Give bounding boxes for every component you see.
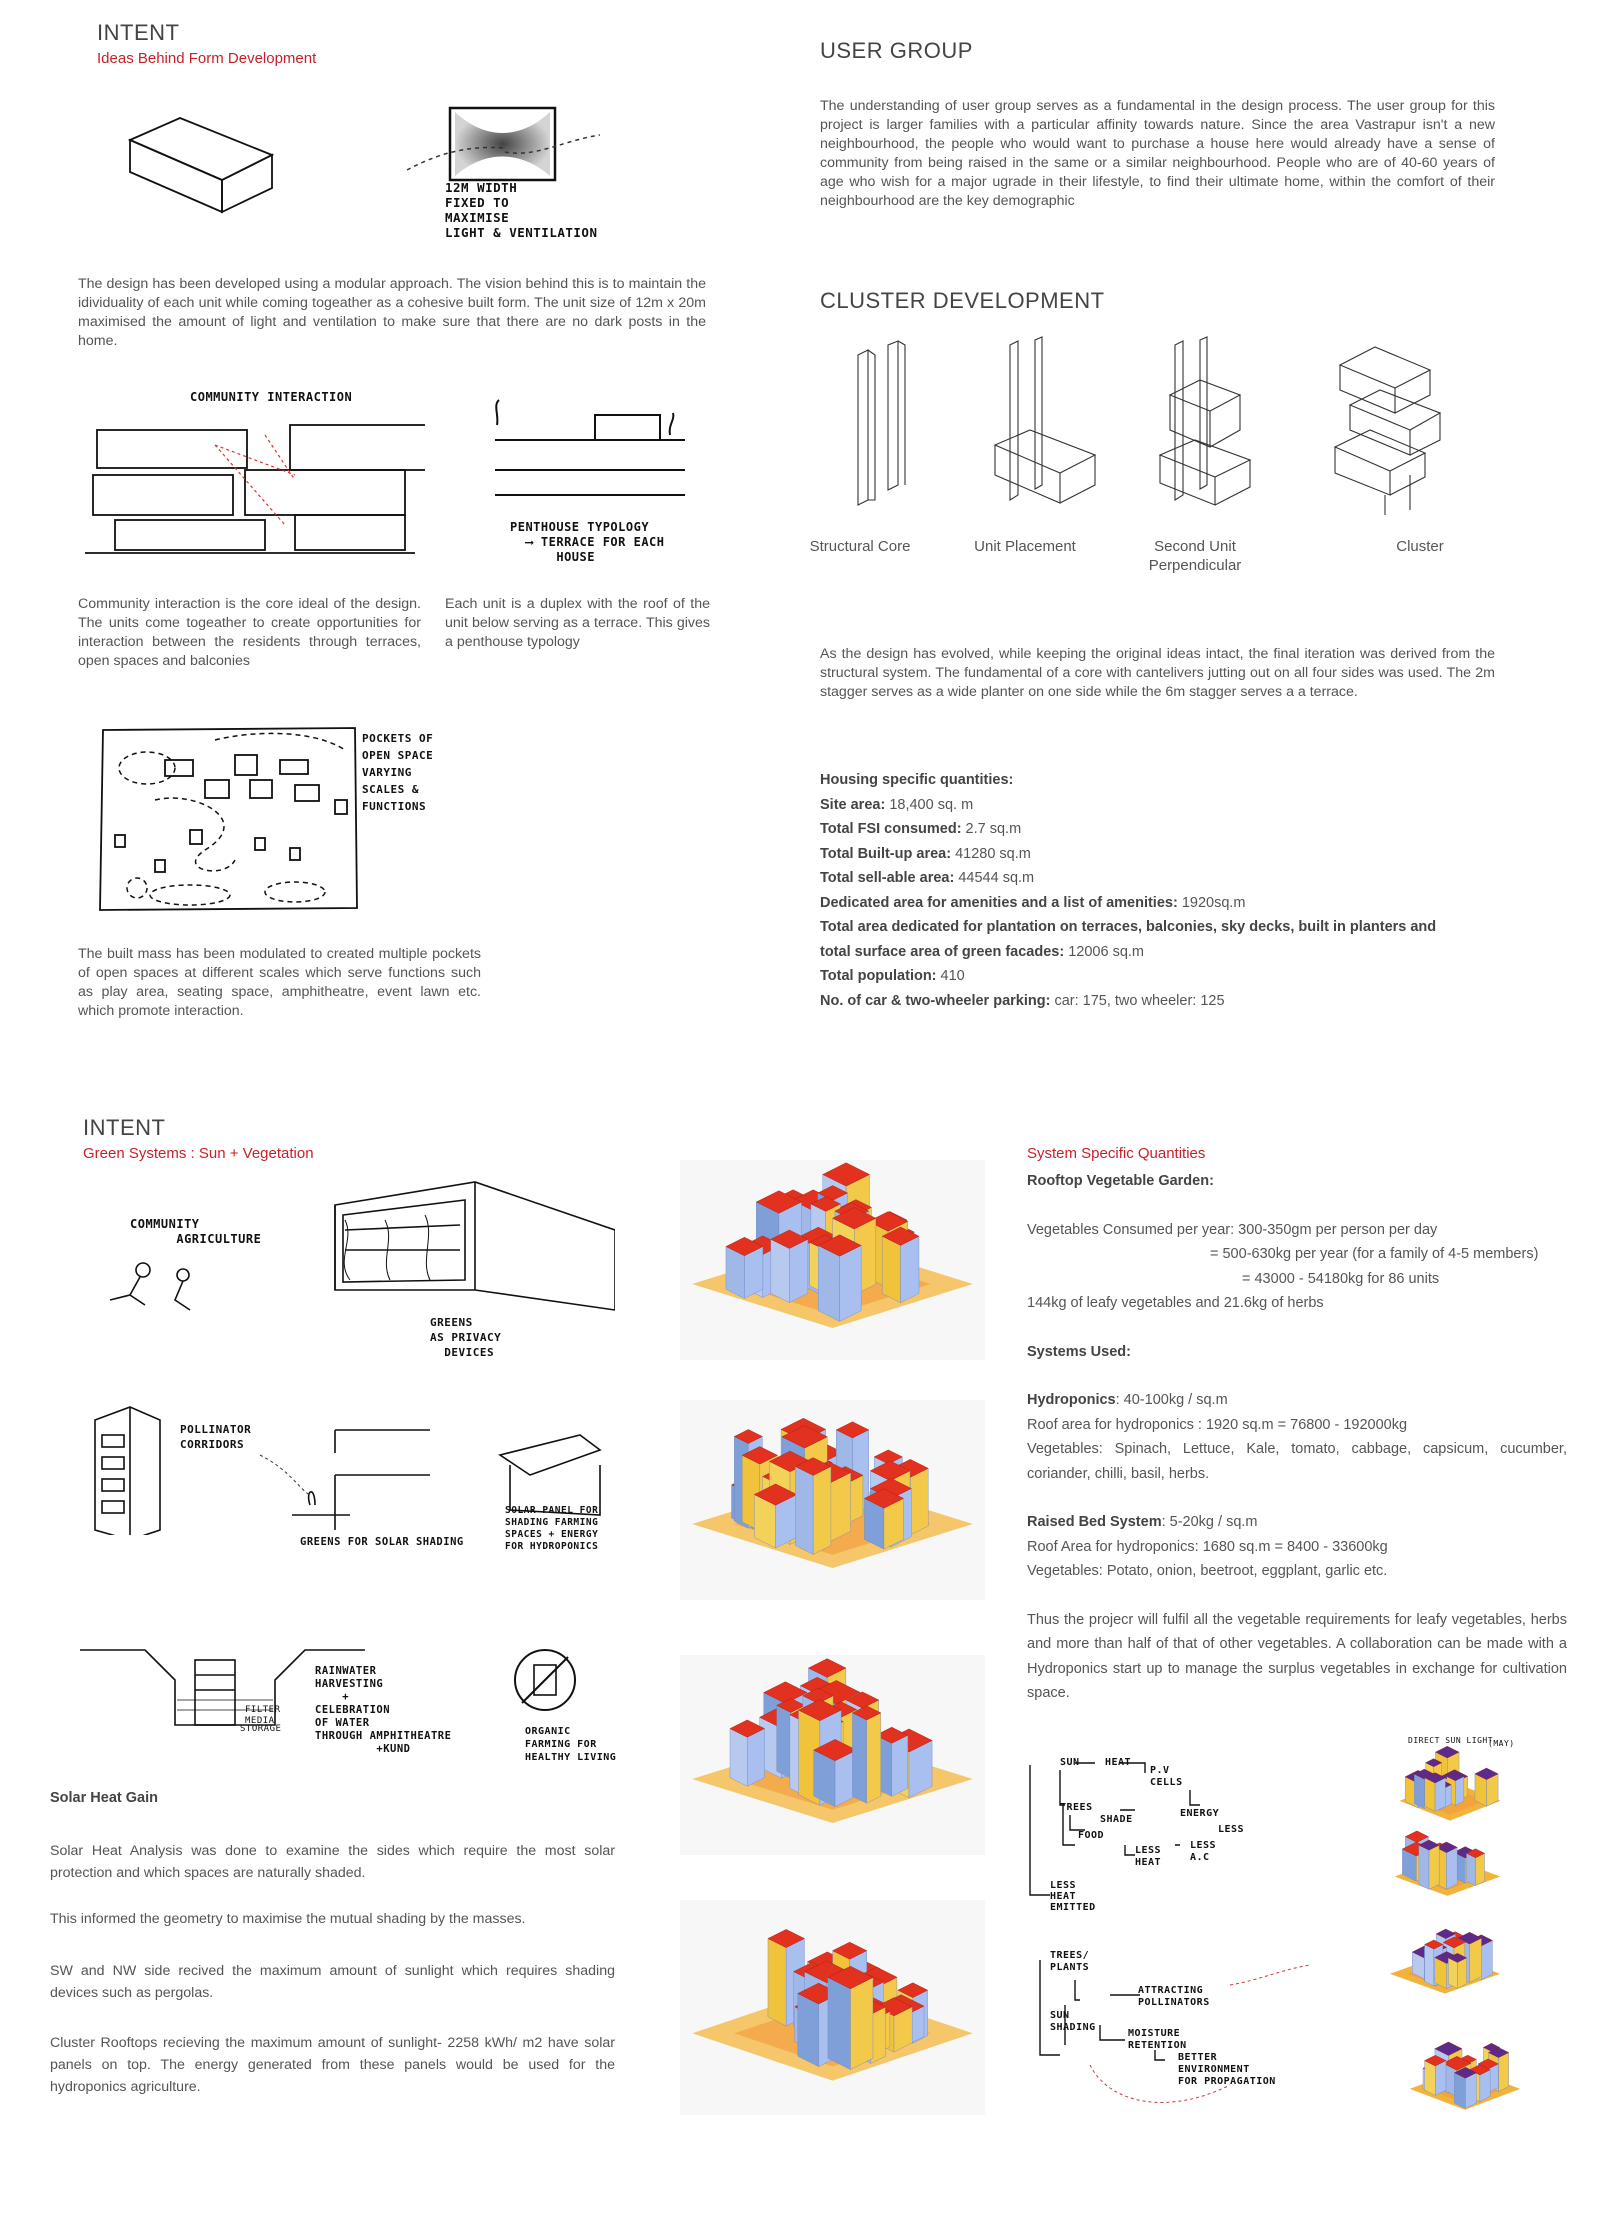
- may-label: (MAY): [1488, 1739, 1515, 1748]
- housing-heading: Housing specific quantities:: [820, 772, 1014, 788]
- storage-label: STORAGE: [240, 1724, 282, 1734]
- community-sketch: [85, 405, 425, 555]
- caption-structural-core: Structural Core: [809, 538, 911, 555]
- sunlight-render-2: [1390, 1822, 1505, 1910]
- raised-bed-veg: Vegetables: Potato, onion, beetroot, eggplant, garlic etc.: [1027, 1563, 1388, 1579]
- solar-p4: Cluster Rooftops recieving the maximum amount of sunlight- 2258 kWh/ m2 have solar panels on top. The energy generated from these panels would be used for the hydroponics agriculture.: [50, 2035, 615, 2095]
- flow-less-heat: LESS HEAT: [1135, 1845, 1162, 1868]
- raised-bed-value: : 5-20kg / sq.m: [1161, 1514, 1258, 1530]
- intent-subtitle: Ideas Behind Form Development: [97, 50, 317, 67]
- community-text: Community interaction is the core ideal of the design. The units come togeather to create opportunities for interaction between the residents through terraces, open spaces and balconies: [78, 596, 421, 669]
- hydroponics-veg: Vegetables: Spinach, Lettuce, Kale, tomato, cabbage, capsicum, cucumber, coriander, chilli, basil, herbs.: [1027, 1441, 1567, 1482]
- solar-p3: SW and NW side recived the maximum amount of sunlight which requires shading devices such as pergolas.: [50, 1963, 615, 2001]
- direct-sun-label: DIRECT SUN LIGHT: [1408, 1736, 1494, 1745]
- cluster-title: CLUSTER DEVELOPMENT: [820, 288, 1105, 313]
- penthouse-label: PENTHOUSE TYPOLOGY ⟶ TERRACE FOR EACH HOUSE: [510, 520, 665, 564]
- flow-less: LESS: [1218, 1824, 1245, 1835]
- organic-icon: [510, 1645, 580, 1715]
- housing-row: total surface area of green facades: 12006 sq.m: [820, 943, 1144, 960]
- caption-unit-placement: Unit Placement: [974, 538, 1076, 555]
- open-space-plan: [95, 720, 365, 915]
- flow-shade: SHADE: [1100, 1814, 1133, 1825]
- caption-cluster: Cluster: [1396, 538, 1444, 555]
- solar-panel-label: SOLAR PANEL FOR SHADING FARMING SPACES + ENERGY FOR HYDROPONICS: [505, 1505, 599, 1552]
- flow-moisture: MOISTURE RETENTION: [1128, 2028, 1187, 2051]
- flow-attracting: ATTRACTING POLLINATORS: [1138, 1985, 1210, 2008]
- flow-trees: TREES: [1060, 1802, 1093, 1813]
- greens-privacy-label: GREENS AS PRIVACY DEVICES: [430, 1316, 502, 1359]
- housing-row: Total sell-able area: 44544 sq.m: [820, 870, 1035, 886]
- sunlight-render-4: [1405, 2030, 1525, 2125]
- sunlight-render-3: [1385, 1918, 1505, 2008]
- flow-pv: P.V CELLS: [1150, 1765, 1183, 1788]
- system-heading: Rooftop Vegetable Garden:: [1027, 1173, 1214, 1189]
- penthouse-sketch: [485, 395, 695, 505]
- consumed-line-2: = 500-630kg per year (for a family of 4-5 members): [1210, 1246, 1539, 1262]
- solar-p2: This informed the geometry to maximise the mutual shading by the masses.: [50, 1911, 526, 1927]
- agriculture-label: COMMUNITY AGRICULTURE: [130, 1217, 262, 1246]
- flow-heat: HEAT: [1105, 1757, 1132, 1768]
- duplex-text: Each unit is a duplex with the roof of the unit below serving as a terrace. This gives a penthouse typology: [445, 596, 710, 650]
- raised-bed-roof: Roof Area for hydroponics: 1680 sq.m = 8400 - 33600kg: [1027, 1538, 1388, 1555]
- systems-used: Systems Used:: [1027, 1343, 1131, 1360]
- hydroponics-roof: Roof area for hydroponics : 1920 sq.m = 76800 - 192000kg: [1027, 1416, 1408, 1433]
- user-group-text: The understanding of user group serves as a fundamental in the design process. The user group for this project is larger families with a particular affinity towards nature. Since the area Vastrapur isn't a new neighbourhood, the people who would want to purchase a house here would already have a sense of community from being raised in the same or a similar neighbourhood. People who are of 40-60 years of age who wish for a major ugrade in their lifestyle, to find their ultimate home, within the comfort of their neighbourhood are the key demographic: [820, 98, 1495, 209]
- intent-title: INTENT: [97, 20, 180, 45]
- solar-analysis-render-4: [680, 1900, 985, 2115]
- cluster-text: As the design has evolved, while keeping the original ideas intact, the final iteration was derived from the structural system. The fundamental of a core with cantelivers jutting out on all four sides was used. The 2m stagger serves as a wide planter on one side while the 6m stagger serves a a terrace.: [820, 646, 1495, 700]
- housing-quantities: [820, 768, 1520, 1013]
- modular-box-sketch: [120, 110, 280, 220]
- cluster-diagrams: [820, 335, 1500, 515]
- user-group-title: USER GROUP: [820, 38, 973, 63]
- solar-analysis-render-2: [680, 1400, 985, 1600]
- intent2-title: INTENT: [83, 1115, 166, 1140]
- agriculture-sketch: [95, 1170, 615, 1330]
- flow-food: FOOD: [1078, 1830, 1105, 1841]
- solar-analysis-render-3: [680, 1655, 985, 1855]
- housing-row: Site area: 18,400 sq. m: [820, 796, 974, 813]
- pockets-label: POCKETS OF OPEN SPACE VARYING SCALES & FUNCTIONS: [362, 732, 434, 813]
- system-subtitle: System Specific Quantities: [1027, 1145, 1206, 1162]
- width-label: 12M WIDTH FIXED TO MAXIMISE LIGHT & VENTILATION: [445, 180, 598, 240]
- pollinator-label: POLLINATOR CORRIDORS: [180, 1423, 252, 1451]
- consumed-line-1: Vegetables Consumed per year: 300-350gm per person per day: [1027, 1221, 1438, 1238]
- consumed-line-3: = 43000 - 54180kg for 86 units: [1242, 1270, 1440, 1287]
- housing-row: Dedicated area for amenities and a list of amenities: 1920sq.m: [820, 894, 1246, 911]
- flow-less-ac: LESS A.C: [1190, 1840, 1217, 1863]
- modular-text: The design has been developed using a modular approach. The vision behind this is to maintain the idividuality of each unit while coming togeather as a cohesive built form. The unit size of 12m x 20m maximised the amount of light and ventilation to make sure that there are no dark posts in the home.: [78, 276, 706, 349]
- community-label: COMMUNITY INTERACTION: [190, 390, 353, 404]
- solar-heading: Solar Heat Gain: [50, 1790, 158, 1806]
- caption-second-unit: Second Unit Perpendicular: [1148, 538, 1242, 574]
- flow-less-heat-emitted: LESS HEAT EMITTED: [1050, 1880, 1096, 1913]
- flow-sun-shading: SUN SHADING: [1050, 2010, 1096, 2033]
- system-conclusion: Thus the projecr will fulfil all the vegetable requirements for leafy vegetables, herbs and more than half of that of other vegetables. A collaboration can be made with a Hydroponics start up to manage the surplus vegetables in exchange for cultivation space.: [1027, 1611, 1567, 1701]
- flow-energy: ENERGY: [1180, 1808, 1220, 1819]
- rainwater-label: RAINWATER HARVESTING + CELEBRATION OF WATER THROUGH AMPHITHEATRE +KUND: [315, 1665, 452, 1755]
- flow-better: BETTER ENVIRONMENT FOR PROPAGATION: [1178, 2052, 1276, 2087]
- housing-row: Total Built-up area: 41280 sq.m: [820, 845, 1031, 862]
- solar-analysis-render-1: [680, 1160, 985, 1360]
- housing-row: Total area dedicated for plantation on terraces, balconies, sky decks, built in planters and: [820, 919, 1437, 935]
- housing-row: Total population: 410: [820, 968, 965, 984]
- solar-shading-label: GREENS FOR SOLAR SHADING: [300, 1536, 464, 1548]
- consumed-line-4: 144kg of leafy vegetables and 21.6kg of herbs: [1027, 1295, 1324, 1311]
- organic-label: ORGANIC FARMING FOR HEALTHY LIVING: [525, 1726, 617, 1763]
- flow-sun: SUN: [1060, 1757, 1080, 1768]
- housing-row: No. of car & two-wheeler parking: car: 175, two wheeler: 125: [820, 992, 1225, 1009]
- system-section: [1027, 1169, 1567, 1706]
- hydroponics-heading: Hydroponics: [1027, 1392, 1116, 1408]
- flow-trees-plants: TREES/ PLANTS: [1050, 1950, 1090, 1973]
- width-sketch: [405, 100, 605, 190]
- raised-bed-heading: Raised Bed System: [1027, 1514, 1162, 1530]
- filter-media-label: FILTER MEDIA: [245, 1705, 281, 1726]
- hydroponics-value: : 40-100kg / sq.m: [1115, 1392, 1228, 1408]
- builtmass-text: The built mass has been modulated to created multiple pockets of open spaces at different scales which serve functions such as play area, seating space, amphitheatre, event lawn etc. which promote interaction.: [78, 946, 481, 1019]
- housing-row: Total FSI consumed: 2.7 sq.m: [820, 821, 1022, 837]
- intent2-subtitle: Green Systems : Sun + Vegetation: [83, 1145, 314, 1162]
- solar-p1: Solar Heat Analysis was done to examine the sides which require the most solar protection and which spaces are naturally shaded.: [50, 1843, 615, 1881]
